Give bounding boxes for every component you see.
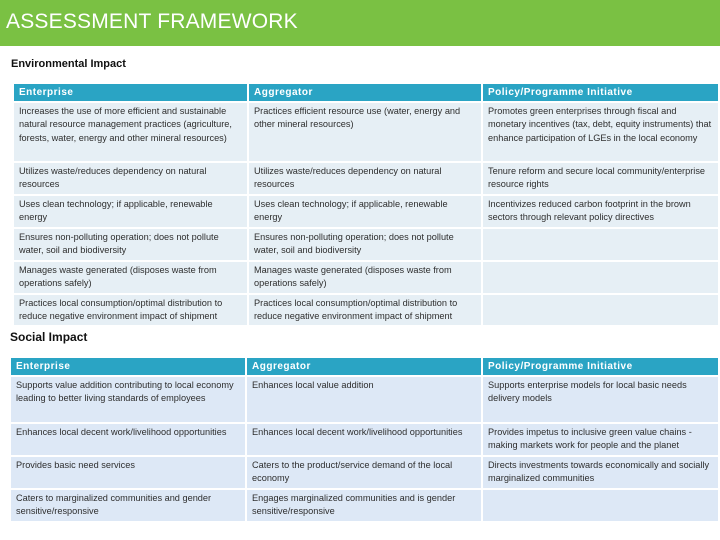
column-header-policy: Policy/Programme Initiative bbox=[482, 357, 719, 376]
table-cell: Supports value addition contributing to local economy leading to better living standards of employees bbox=[10, 376, 246, 423]
table-cell: Manages waste generated (disposes waste from operations safely) bbox=[248, 261, 482, 294]
social-impact-table bbox=[9, 356, 720, 523]
column-header-policy: Policy/Programme Initiative bbox=[482, 83, 719, 102]
table-cell: Manages waste generated (disposes waste from operations safely) bbox=[13, 261, 248, 294]
table-cell: Utilizes waste/reduces dependency on natural resources bbox=[13, 162, 248, 195]
table-row bbox=[13, 102, 719, 162]
table-row bbox=[10, 456, 719, 489]
table-cell: Directs investments towards economically and socially marginalized communities bbox=[482, 456, 719, 489]
table-cell: Uses clean technology; if applicable, renewable energy bbox=[13, 195, 248, 228]
table-header-row bbox=[13, 83, 719, 102]
table-cell: Increases the use of more efficient and sustainable natural resource management practices (agriculture, forests, water, energy and other mineral resources) bbox=[13, 102, 248, 162]
table-cell: Utilizes waste/reduces dependency on natural resources bbox=[248, 162, 482, 195]
table-row bbox=[10, 489, 719, 522]
table-cell: Enhances local decent work/livelihood opportunities bbox=[10, 423, 246, 456]
table-cell: Engages marginalized communities and is gender sensitive/responsive bbox=[246, 489, 482, 522]
table-cell-empty bbox=[482, 261, 719, 294]
table-cell: Tenure reform and secure local community/enterprise resource rights bbox=[482, 162, 719, 195]
table-row bbox=[13, 162, 719, 195]
table-cell-empty bbox=[482, 228, 719, 261]
table-cell: Practices local consumption/optimal distribution to reduce negative environment impact of shipment bbox=[13, 294, 248, 326]
table-cell: Promotes green enterprises through fiscal and monetary incentives (tax, debt, equity instruments) that enhance participation of LGEs in the local economy bbox=[482, 102, 719, 162]
table-cell: Incentivizes reduced carbon footprint in the brown sectors through relevant policy directives bbox=[482, 195, 719, 228]
page-title: ASSESSMENT FRAMEWORK bbox=[6, 10, 298, 33]
social-impact-heading: Social Impact bbox=[10, 330, 88, 344]
table-cell: Uses clean technology; if applicable, renewable energy bbox=[248, 195, 482, 228]
table-row bbox=[13, 261, 719, 294]
environmental-impact-heading: Environmental Impact bbox=[11, 58, 126, 70]
table-cell: Ensures non-polluting operation; does not pollute water, soil and biodiversity bbox=[248, 228, 482, 261]
column-header-enterprise: Enterprise bbox=[10, 357, 246, 376]
table-cell: Enhances local decent work/livelihood opportunities bbox=[246, 423, 482, 456]
table-cell: Enhances local value addition bbox=[246, 376, 482, 423]
table-cell-empty bbox=[482, 294, 719, 326]
table-row bbox=[10, 423, 719, 456]
column-header-aggregator: Aggregator bbox=[248, 83, 482, 102]
column-header-aggregator: Aggregator bbox=[246, 357, 482, 376]
column-header-enterprise: Enterprise bbox=[13, 83, 248, 102]
environmental-impact-table bbox=[12, 82, 720, 327]
table-cell: Practices efficient resource use (water, energy and other mineral resources) bbox=[248, 102, 482, 162]
table-row bbox=[13, 294, 719, 326]
table-header-row bbox=[10, 357, 719, 376]
table-row bbox=[10, 376, 719, 423]
table-cell: Provides impetus to inclusive green value chains - making markets work for people and the planet bbox=[482, 423, 719, 456]
title-bar bbox=[0, 0, 720, 46]
table-row bbox=[13, 195, 719, 228]
table-cell-empty bbox=[482, 489, 719, 522]
table-cell: Ensures non-polluting operation; does not pollute water, soil and biodiversity bbox=[13, 228, 248, 261]
table-cell: Practices local consumption/optimal distribution to reduce negative environment impact of shipment bbox=[248, 294, 482, 326]
table-cell: Provides basic need services bbox=[10, 456, 246, 489]
table-cell: Supports enterprise models for local basic needs delivery models bbox=[482, 376, 719, 423]
table-cell: Caters to the product/service demand of the local economy bbox=[246, 456, 482, 489]
table-cell: Caters to marginalized communities and gender sensitive/responsive bbox=[10, 489, 246, 522]
table-row bbox=[13, 228, 719, 261]
